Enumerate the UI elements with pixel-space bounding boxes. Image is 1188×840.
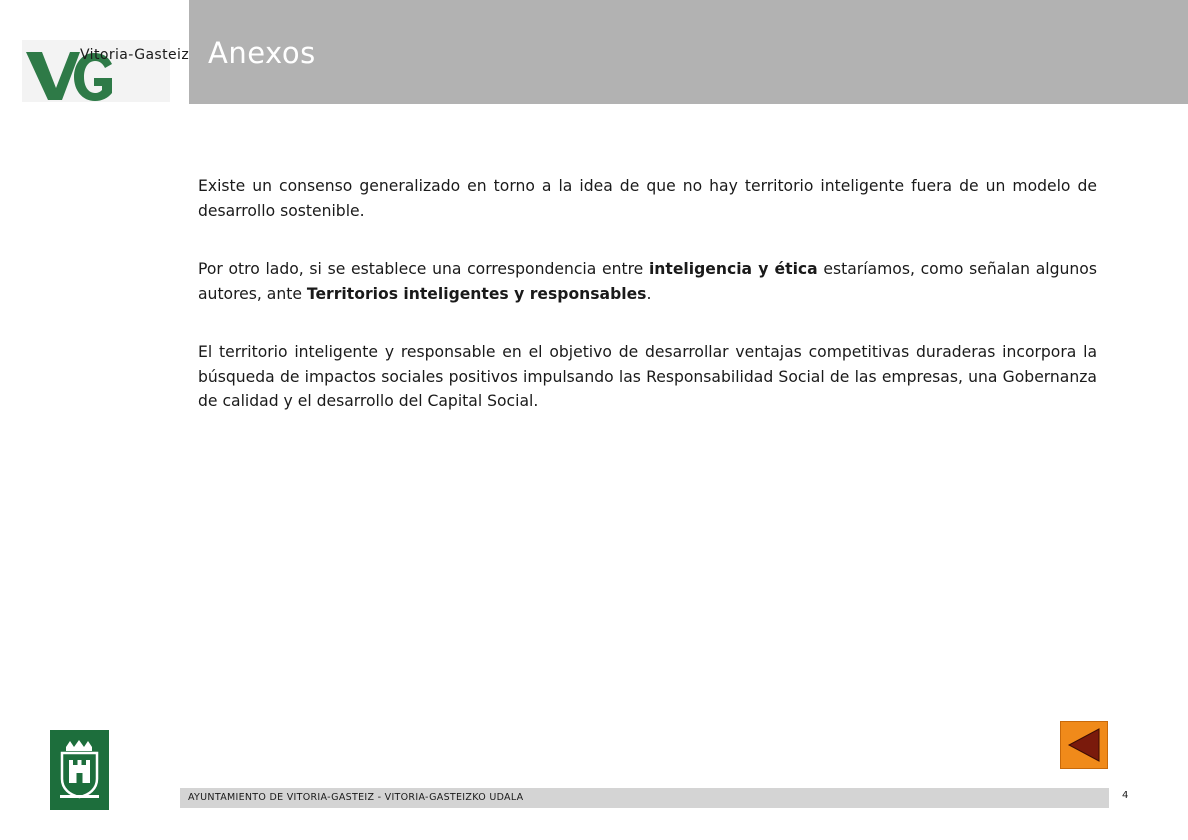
paragraph-3 bbox=[198, 340, 1097, 414]
coat-of-arms-icon bbox=[56, 739, 103, 801]
paragraph-2-start: Por otro lado, si se establece una correspondencia entre bbox=[198, 260, 649, 278]
logo-text: Vitoria-Gasteiz bbox=[80, 47, 190, 63]
page-title: Anexos bbox=[208, 36, 316, 70]
triangle-left-icon bbox=[1066, 727, 1102, 763]
paragraph-2-bold-ethics: inteligencia y ética bbox=[648, 260, 818, 278]
paragraph-1-text: Existe un consenso generalizado en torno a la idea de que no hay territorio inteligente fuera de un modelo de desarrollo sostenible. bbox=[198, 177, 1097, 220]
header-bar bbox=[189, 0, 1188, 104]
page-number: 4 bbox=[1122, 790, 1129, 801]
previous-page-button[interactable] bbox=[1060, 721, 1108, 769]
content-area bbox=[198, 174, 1097, 448]
paragraph-2 bbox=[198, 257, 1097, 306]
paragraph-1 bbox=[198, 174, 1097, 223]
paragraph-2-mid: estaríamos, como señalan algunos autores, ante bbox=[198, 260, 1097, 303]
paragraph-2-bold-territories: Territorios inteligentes y responsables bbox=[306, 284, 647, 303]
logo-area bbox=[0, 0, 189, 104]
crest-box bbox=[50, 730, 109, 810]
paragraph-3-text: El territorio inteligente y responsable en el objetivo de desarrollar ventajas competitivas duraderas incorpora la búsqueda de impactos sociales positivos impulsando las Responsabilidad Social de las empresas, una Gobernanza de calidad y el desarrollo del Capital Social. bbox=[198, 343, 1097, 410]
footer-bar bbox=[180, 788, 1109, 808]
footer-organization: AYUNTAMIENTO DE VITORIA-GASTEIZ - VITORIA-GASTEIZKO UDALA bbox=[188, 792, 524, 803]
paragraph-2-end: . bbox=[646, 284, 652, 303]
